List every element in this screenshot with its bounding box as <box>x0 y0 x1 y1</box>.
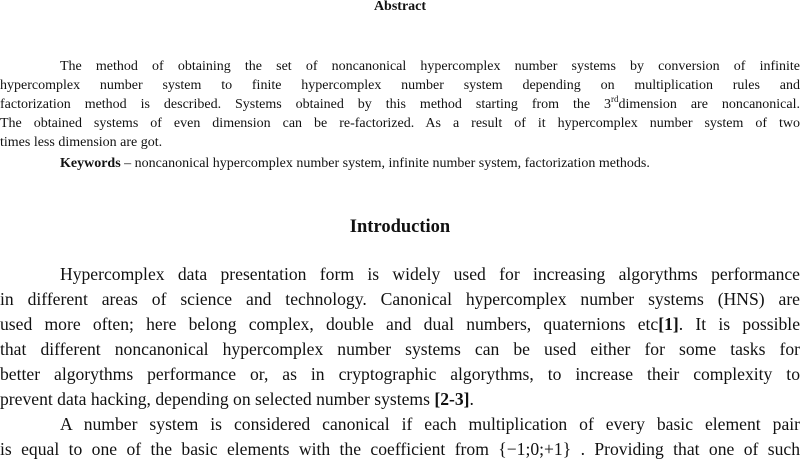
text-segment: better algorythms performance or, as in cryptographic algorythms, to increase their complexity to <box>0 364 800 384</box>
text-segment: is equal to one of the basic elements with the coefficient from {−1;0;+1} . Providing that one of such <box>0 439 800 459</box>
text-segment: that different noncanonical hypercomplex number systems can be used either for some tasks for <box>0 339 800 359</box>
text-segment: in different areas of science and technology. Canonical hypercomplex number systems (HNS) are <box>0 289 800 309</box>
text-segment: Hypercomplex data presentation form is widely used for increasing algorythms performance <box>60 264 800 284</box>
text-segment: prevent data hacking, depending on selected number systems <box>0 389 435 409</box>
text-segment: A number system is considered canonical if each multiplication of every basic element pair <box>60 414 800 434</box>
superscript: rd <box>611 94 619 104</box>
abstract-text-line <box>0 57 800 76</box>
text-segment: – noncanonical hypercomplex number system, infinite number system, factorization methods. <box>120 156 650 171</box>
abstract-text-line <box>0 95 800 114</box>
keywords-label: Keywords <box>60 156 121 171</box>
keywords-text-line <box>0 154 800 173</box>
introduction-heading: Introduction <box>349 217 451 237</box>
introduction-text-line <box>0 337 800 362</box>
text-segment: The method of obtaining the set of noncanonical hypercomplex number systems by conversion of infinite <box>60 59 800 74</box>
introduction-text-line <box>0 362 800 387</box>
abstract-body <box>0 57 800 152</box>
introduction-body <box>0 262 800 462</box>
keywords-paragraph <box>0 154 800 173</box>
introduction-text-line <box>0 312 800 337</box>
text-segment: dimension are noncanonical. <box>618 97 800 112</box>
abstract-text-line <box>0 114 800 133</box>
text-segment: times less dimension are got. <box>0 135 163 150</box>
text-segment: . <box>469 389 474 409</box>
introduction-text-line <box>0 387 800 412</box>
citation-ref: [1] <box>658 314 679 334</box>
introduction-text-line <box>0 412 800 437</box>
abstract-text-line <box>0 133 800 152</box>
text-segment: factorization method is described. Systems obtained by this method starting from the 3 <box>0 97 612 112</box>
text-segment: used more often; here belong complex, double and dual numbers, quaternions etc <box>0 314 659 334</box>
text-segment: The obtained systems of even dimension can be re-factorized. As a result of it hypercomplex number system of two <box>0 116 800 131</box>
text-segment: . It is possible <box>678 314 800 334</box>
text-segment: hypercomplex number system to finite hypercomplex number system depending on multiplication rules and <box>0 78 800 93</box>
introduction-text-line <box>0 262 800 287</box>
introduction-text-line <box>0 287 800 312</box>
abstract-heading: Abstract <box>373 0 427 14</box>
citation-ref: [2-3] <box>434 389 470 409</box>
abstract-text-line <box>0 76 800 95</box>
